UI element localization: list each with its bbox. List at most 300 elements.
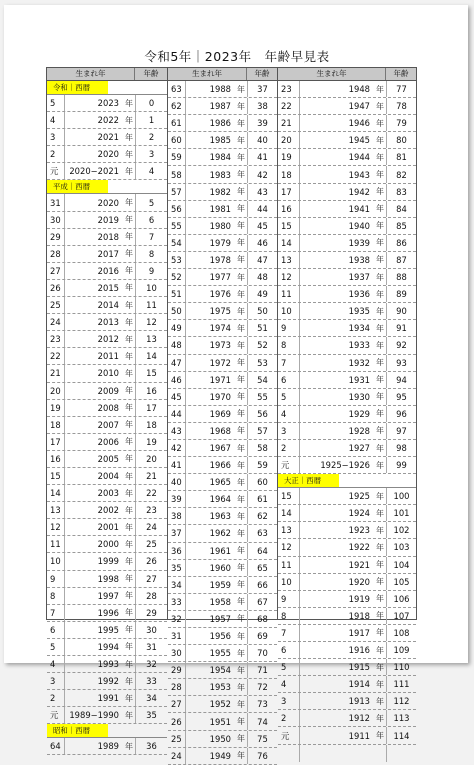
year-suffix: 年 — [376, 542, 384, 552]
era-year-cell: 26 — [168, 713, 186, 729]
table-row — [168, 474, 277, 491]
table-row — [168, 525, 277, 542]
age-cell: 106 — [386, 591, 416, 607]
age-cell: 93 — [386, 355, 416, 371]
era-year-cell: 16 — [47, 451, 65, 467]
age-cell: 13 — [135, 331, 167, 347]
year-suffix: 年 — [376, 645, 384, 655]
western-year-cell: 2015 — [97, 282, 119, 293]
table-row — [278, 132, 416, 149]
age-cell: 47 — [247, 252, 277, 268]
era-blank — [108, 180, 167, 193]
table-row — [168, 543, 277, 560]
era-label: 令和｜西暦 — [47, 81, 108, 94]
age-cell: 74 — [247, 713, 277, 729]
table-row — [168, 98, 277, 115]
year-suffix: 年 — [237, 272, 245, 282]
era-header — [278, 474, 416, 488]
age-cell: 55 — [247, 389, 277, 405]
year-suffix: 年 — [237, 546, 245, 556]
era-year-cell: 19 — [47, 400, 65, 416]
era-year-cell: 10 — [278, 574, 300, 590]
year-suffix: 年 — [376, 713, 384, 723]
age-cell: 31 — [135, 639, 167, 655]
age-cell: 19 — [135, 434, 167, 450]
era-year-cell: 22 — [278, 98, 300, 114]
age-cell: 0 — [135, 95, 167, 111]
table-row — [278, 166, 416, 183]
era-year-cell: 28 — [47, 246, 65, 262]
page-title: 令和5年｜2023年 年齢早見表 — [144, 49, 330, 64]
table-row — [168, 560, 277, 577]
age-cell: 80 — [386, 132, 416, 148]
table-row — [47, 502, 167, 519]
year-suffix: 年 — [376, 491, 384, 501]
age-cell: 114 — [386, 727, 416, 743]
era-year-cell: 13 — [278, 522, 300, 538]
western-year-cell: 1957 — [209, 613, 231, 624]
year-suffix: 年 — [237, 306, 245, 316]
western-year-cell: 1914 — [348, 679, 370, 690]
western-year-cell: 1923 — [348, 525, 370, 536]
table-row — [168, 115, 277, 132]
table-row — [168, 594, 277, 611]
era-year-cell: 64 — [47, 738, 65, 754]
table-row — [278, 320, 416, 337]
era-year-cell: 54 — [168, 235, 186, 251]
age-cell: 62 — [247, 508, 277, 524]
western-year-cell: 2020−2021 — [69, 166, 119, 177]
era-year-cell: 26 — [47, 280, 65, 296]
table-row — [47, 605, 167, 622]
year-suffix: 年 — [376, 577, 384, 587]
era-year-cell: 45 — [168, 389, 186, 405]
age-cell: 20 — [135, 451, 167, 467]
era-year-cell: 12 — [278, 539, 300, 555]
year-suffix: 年 — [376, 508, 384, 518]
western-year-cell: 1935 — [348, 306, 370, 317]
year-suffix: 年 — [237, 477, 245, 487]
western-year-cell: 2014 — [97, 300, 119, 311]
western-year-cell: 1915 — [348, 662, 370, 673]
age-cell: 85 — [386, 218, 416, 234]
era-year-cell: 34 — [168, 577, 186, 593]
western-year-cell: 2007 — [97, 419, 119, 430]
era-year-cell: 53 — [168, 252, 186, 268]
table-row — [47, 163, 167, 180]
era-year-cell: 5 — [47, 95, 65, 111]
western-year-cell: 1922 — [348, 542, 370, 553]
year-suffix: 年 — [376, 340, 384, 350]
age-cell: 34 — [135, 690, 167, 706]
year-suffix: 年 — [376, 101, 384, 111]
table-row — [168, 577, 277, 594]
era-year-cell: 61 — [168, 115, 186, 131]
western-year-cell: 1991 — [97, 693, 119, 704]
table-row — [278, 659, 416, 676]
western-year-cell: 2001 — [97, 522, 119, 533]
year-suffix: 年 — [237, 409, 245, 419]
age-cell: 2 — [135, 129, 167, 145]
western-year-cell: 1931 — [348, 374, 370, 385]
age-cell: 82 — [386, 166, 416, 182]
era-year-cell: 6 — [278, 642, 300, 658]
era-year-cell: 31 — [168, 628, 186, 644]
year-suffix: 年 — [237, 135, 245, 145]
table-row — [168, 372, 277, 389]
table-row — [47, 129, 167, 146]
age-cell: 12 — [135, 314, 167, 330]
era-label: 大正｜西暦 — [278, 474, 339, 487]
western-year-cell: 1995 — [97, 624, 119, 635]
table-row — [278, 303, 416, 320]
western-year-cell: 1993 — [97, 659, 119, 670]
table-row — [47, 348, 167, 365]
age-cell: 110 — [386, 659, 416, 675]
year-suffix: 年 — [125, 368, 133, 378]
era-year-cell: 8 — [278, 608, 300, 624]
age-cell: 98 — [386, 440, 416, 456]
table-row — [168, 423, 277, 440]
table-row — [278, 440, 416, 457]
column-header — [168, 68, 277, 81]
western-year-cell: 1955 — [209, 648, 231, 659]
age-cell: 112 — [386, 693, 416, 709]
column-header — [278, 68, 416, 81]
table-row — [168, 337, 277, 354]
western-year-cell: 2020 — [97, 197, 119, 208]
era-year-cell: 10 — [47, 553, 65, 569]
table-row — [47, 738, 167, 755]
table-row — [168, 235, 277, 252]
table-row — [278, 184, 416, 201]
table-row — [278, 625, 416, 642]
year-suffix: 年 — [125, 539, 133, 549]
table-row — [47, 194, 167, 211]
table-row — [47, 383, 167, 400]
age-cell: 23 — [135, 502, 167, 518]
era-year-cell: 5 — [278, 659, 300, 675]
western-year-cell: 1968 — [209, 425, 231, 436]
table-row — [278, 539, 416, 556]
western-year-cell: 1945 — [348, 135, 370, 146]
year-suffix: 年 — [237, 751, 245, 761]
table-row — [168, 149, 277, 166]
western-year-cell: 1978 — [209, 254, 231, 265]
age-table — [46, 67, 417, 761]
table-row — [278, 642, 416, 659]
year-suffix: 年 — [376, 731, 384, 741]
age-cell: 94 — [386, 372, 416, 388]
age-cell: 9 — [135, 263, 167, 279]
table-row — [168, 713, 277, 730]
age-cell: 8 — [135, 246, 167, 262]
year-suffix: 年 — [125, 437, 133, 447]
era-year-cell: 14 — [47, 485, 65, 501]
header-birth-year: 生まれ年 — [316, 69, 347, 78]
western-year-cell: 1997 — [97, 590, 119, 601]
table-row — [168, 440, 277, 457]
era-year-cell: 55 — [168, 218, 186, 234]
era-year-cell: 39 — [168, 491, 186, 507]
table-row — [278, 201, 416, 218]
era-year-cell: 4 — [278, 676, 300, 692]
age-cell: 44 — [247, 201, 277, 217]
era-year-cell: 15 — [47, 468, 65, 484]
age-cell: 95 — [386, 389, 416, 405]
column-rows — [278, 81, 416, 762]
year-suffix: 年 — [237, 255, 245, 265]
western-year-cell: 1972 — [209, 357, 231, 368]
year-suffix: 年 — [237, 699, 245, 709]
table-row — [278, 423, 416, 440]
western-year-cell: 1989−1990 — [69, 710, 119, 721]
table-row — [278, 505, 416, 522]
table-row — [47, 690, 167, 707]
year-suffix: 年 — [376, 525, 384, 535]
year-suffix: 年 — [125, 351, 133, 361]
age-cell: 108 — [386, 625, 416, 641]
year-suffix: 年 — [376, 409, 384, 419]
western-year-cell: 1941 — [348, 203, 370, 214]
year-suffix: 年 — [237, 289, 245, 299]
year-suffix: 年 — [376, 170, 384, 180]
era-year-cell: 31 — [47, 194, 65, 210]
age-cell: 60 — [247, 474, 277, 490]
age-cell: 7 — [135, 229, 167, 245]
western-year-cell: 1958 — [209, 596, 231, 607]
era-year-cell: 30 — [47, 212, 65, 228]
table-row — [47, 297, 167, 314]
era-year-cell: 63 — [168, 81, 186, 97]
age-cell: 73 — [247, 696, 277, 712]
western-year-cell: 2000 — [97, 539, 119, 550]
year-suffix: 年 — [125, 741, 133, 751]
era-year-cell: 49 — [168, 320, 186, 336]
year-suffix: 年 — [125, 300, 133, 310]
age-cell: 56 — [247, 406, 277, 422]
table-row — [47, 246, 167, 263]
era-year-cell: 29 — [47, 229, 65, 245]
western-year-cell: 1974 — [209, 323, 231, 334]
western-year-cell: 2006 — [97, 436, 119, 447]
era-year-cell: 27 — [168, 696, 186, 712]
era-year-cell: 36 — [168, 543, 186, 559]
table-row — [278, 457, 416, 474]
year-suffix: 年 — [237, 238, 245, 248]
year-suffix: 年 — [237, 340, 245, 350]
era-year-cell: 62 — [168, 98, 186, 114]
western-year-cell: 1921 — [348, 559, 370, 570]
western-year-cell: 1999 — [97, 556, 119, 567]
western-year-cell: 1920 — [348, 576, 370, 587]
age-cell: 58 — [247, 440, 277, 456]
column-header — [47, 68, 167, 81]
western-year-cell: 1973 — [209, 340, 231, 351]
age-cell: 113 — [386, 710, 416, 726]
year-suffix: 年 — [376, 152, 384, 162]
age-cell: 39 — [247, 115, 277, 131]
year-suffix: 年 — [125, 454, 133, 464]
western-year-cell: 1924 — [348, 508, 370, 519]
western-year-cell: 1950 — [209, 733, 231, 744]
western-year-cell: 2011 — [97, 351, 119, 362]
age-cell: 71 — [247, 662, 277, 678]
table-row — [47, 212, 167, 229]
age-cell: 100 — [386, 488, 416, 504]
western-year-cell: 1998 — [97, 573, 119, 584]
western-year-cell: 1927 — [348, 443, 370, 454]
header-age: 年齢 — [246, 68, 277, 80]
year-suffix: 年 — [237, 511, 245, 521]
year-suffix: 年 — [125, 232, 133, 242]
age-cell: 45 — [247, 218, 277, 234]
age-cell: 1 — [135, 112, 167, 128]
age-cell: 14 — [135, 348, 167, 364]
era-year-cell: 25 — [168, 731, 186, 747]
table-row — [168, 508, 277, 525]
era-year-cell — [278, 745, 300, 762]
year-suffix: 年 — [125, 215, 133, 225]
age-cell: 64 — [247, 543, 277, 559]
year-suffix: 年 — [376, 135, 384, 145]
age-cell: 35 — [135, 707, 167, 723]
table-row — [47, 95, 167, 112]
western-year-cell: 1951 — [209, 716, 231, 727]
era-year-cell: 11 — [278, 557, 300, 573]
era-year-cell: 47 — [168, 355, 186, 371]
era-year-cell: 29 — [168, 662, 186, 678]
era-year-cell: 11 — [47, 536, 65, 552]
age-cell: 75 — [247, 731, 277, 747]
year-suffix: 年 — [376, 628, 384, 638]
era-year-cell: 51 — [168, 286, 186, 302]
year-suffix: 年 — [376, 460, 384, 470]
table-row — [47, 485, 167, 502]
era-year-cell: 57 — [168, 184, 186, 200]
era-year-cell: 元 — [278, 457, 300, 473]
era-blank — [108, 724, 167, 737]
age-cell: 104 — [386, 557, 416, 573]
year-suffix: 年 — [237, 84, 245, 94]
era-label: 平成｜西暦 — [47, 180, 108, 193]
year-suffix: 年 — [237, 597, 245, 607]
year-suffix: 年 — [237, 717, 245, 727]
year-suffix: 年 — [125, 574, 133, 584]
era-year-cell: 3 — [278, 693, 300, 709]
western-year-cell: 1984 — [209, 152, 231, 163]
era-year-cell: 9 — [278, 591, 300, 607]
table-row — [278, 355, 416, 372]
western-year-cell: 2021 — [97, 132, 119, 143]
western-year-cell: 1953 — [209, 682, 231, 693]
era-year-cell: 7 — [47, 605, 65, 621]
age-cell: 78 — [386, 98, 416, 114]
era-year-cell: 42 — [168, 440, 186, 456]
year-suffix: 年 — [237, 460, 245, 470]
age-cell: 22 — [135, 485, 167, 501]
year-suffix: 年 — [237, 221, 245, 231]
era-year-cell: 23 — [47, 331, 65, 347]
era-year-cell: 28 — [168, 679, 186, 695]
western-year-cell: 2023 — [97, 98, 119, 109]
western-year-cell: 2017 — [97, 248, 119, 259]
year-suffix: 年 — [376, 84, 384, 94]
era-header — [47, 724, 167, 738]
table-row — [168, 491, 277, 508]
western-year-cell: 2008 — [97, 402, 119, 413]
western-year-cell: 1930 — [348, 391, 370, 402]
age-cell: 61 — [247, 491, 277, 507]
year-suffix: 年 — [376, 443, 384, 453]
age-cell: 102 — [386, 522, 416, 538]
era-year-cell: 18 — [47, 417, 65, 433]
table-row — [47, 229, 167, 246]
table-row — [168, 166, 277, 183]
table-row — [278, 591, 416, 608]
western-year-cell: 2018 — [97, 231, 119, 242]
table-row — [278, 286, 416, 303]
western-year-cell: 2005 — [97, 453, 119, 464]
age-cell: 3 — [135, 146, 167, 162]
western-year-cell: 1929 — [348, 408, 370, 419]
age-cell: 57 — [247, 423, 277, 439]
western-year-cell: 1960 — [209, 562, 231, 573]
western-year-cell: 2022 — [97, 115, 119, 126]
year-suffix: 年 — [125, 625, 133, 635]
age-cell: 36 — [135, 738, 167, 754]
age-cell: 63 — [247, 525, 277, 541]
year-suffix: 年 — [237, 648, 245, 658]
table-row — [278, 406, 416, 423]
age-cell: 101 — [386, 505, 416, 521]
era-year-cell: 43 — [168, 423, 186, 439]
western-year-cell: 1964 — [209, 494, 231, 505]
table-row — [168, 218, 277, 235]
age-cell: 29 — [135, 605, 167, 621]
table-row — [47, 622, 167, 639]
era-year-cell: 13 — [47, 502, 65, 518]
era-year-cell: 14 — [278, 235, 300, 251]
age-cell: 111 — [386, 676, 416, 692]
age-cell: 109 — [386, 642, 416, 658]
western-year-cell: 1916 — [348, 645, 370, 656]
era-year-cell: 48 — [168, 337, 186, 353]
table-row — [47, 400, 167, 417]
western-year-cell: 1947 — [348, 101, 370, 112]
table-row — [168, 731, 277, 748]
age-cell: 15 — [135, 365, 167, 381]
age-cell: 18 — [135, 417, 167, 433]
era-year-cell: 17 — [278, 184, 300, 200]
year-suffix: 年 — [376, 118, 384, 128]
header-birth-year: 生まれ年 — [192, 69, 222, 78]
western-year-cell: 1943 — [348, 169, 370, 180]
era-year-cell: 25 — [47, 297, 65, 313]
table-row — [47, 314, 167, 331]
year-suffix: 年 — [376, 204, 384, 214]
year-suffix: 年 — [376, 289, 384, 299]
table-row — [168, 645, 277, 662]
western-year-cell: 1944 — [348, 152, 370, 163]
western-year-cell: 1948 — [348, 84, 370, 95]
era-year-cell: 2 — [278, 440, 300, 456]
year-suffix: 年 — [125, 642, 133, 652]
era-year-cell: 8 — [47, 588, 65, 604]
western-year-cell: 1980 — [209, 220, 231, 231]
age-cell: 40 — [247, 132, 277, 148]
era-year-cell: 4 — [278, 406, 300, 422]
